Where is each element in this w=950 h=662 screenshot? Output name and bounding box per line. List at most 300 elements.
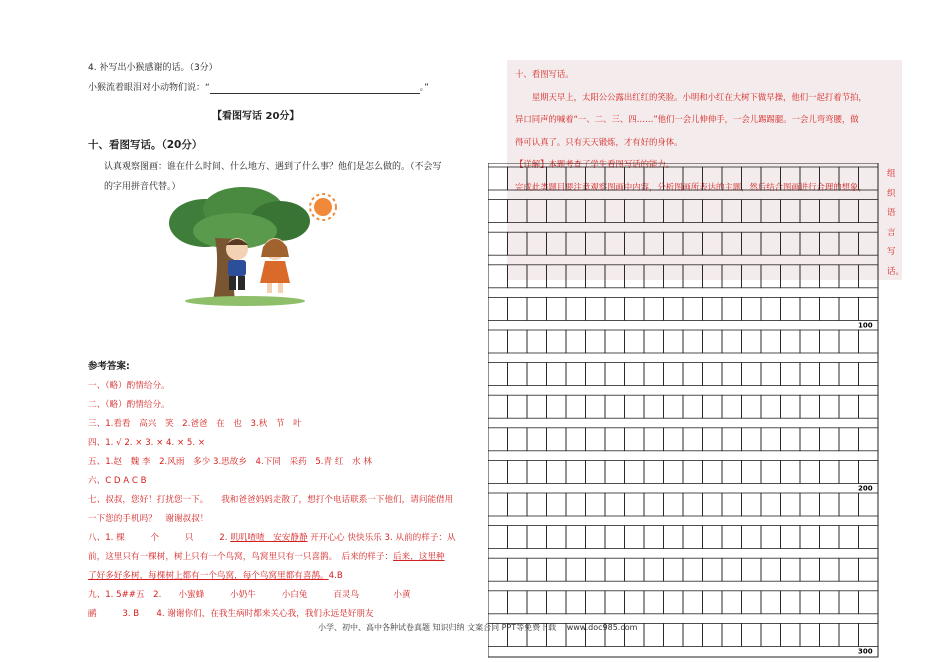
grid-cell: [820, 493, 840, 516]
grid-cell: [800, 623, 820, 646]
grid-cell: [508, 493, 528, 516]
grid-cell: [839, 428, 859, 451]
grid-cell: [547, 428, 567, 451]
answer-line-10-underlined: 后来，这里种: [393, 552, 445, 562]
grid-cell: [508, 167, 528, 190]
grid-cell: [547, 363, 567, 386]
grid-cell: [722, 167, 742, 190]
grid-cell: [761, 395, 781, 418]
grid-cell: [527, 330, 547, 353]
grid-cell: [644, 526, 664, 549]
grid-cell: [859, 265, 879, 288]
grid-cell: [859, 330, 879, 353]
grid-cell: [742, 460, 762, 483]
grid-cell: [664, 265, 684, 288]
grid-cell: [644, 200, 664, 223]
grid-cell: [781, 200, 801, 223]
grid-cell: [566, 591, 586, 614]
grid-cell: [625, 591, 645, 614]
grid-cell: [566, 232, 586, 255]
grid-cell: [644, 330, 664, 353]
grid-cell: [800, 200, 820, 223]
grid-cell: [566, 330, 586, 353]
grid-cell: [605, 200, 625, 223]
grid-cell: [839, 526, 859, 549]
grid-cell: [859, 428, 879, 451]
grid-cell: [683, 330, 703, 353]
grid-cell: [683, 232, 703, 255]
grid-cell: [644, 460, 664, 483]
grid-cell: [820, 428, 840, 451]
grid-cell: [605, 493, 625, 516]
answer-line-10a: 前，这里只有一棵树，树上只有一个鸟窝，鸟窝里只有一只喜鹊。 后来的样子：: [88, 552, 394, 562]
grid-cell: [488, 591, 508, 614]
grid-cell: [683, 200, 703, 223]
grid-cell: [781, 167, 801, 190]
grid-cell: [527, 297, 547, 320]
grid-cell: [703, 265, 723, 288]
grid-cell: [508, 200, 528, 223]
grid-cell: [703, 395, 723, 418]
grid-cell: [742, 265, 762, 288]
grid-cell: [800, 330, 820, 353]
grid-cell: [742, 232, 762, 255]
grid-cell: [781, 297, 801, 320]
grid-cell: [703, 167, 723, 190]
grid-cell: [488, 493, 508, 516]
grid-cell: [742, 395, 762, 418]
answer-line-9-underlined: 叽叽喳喳 安安静静: [230, 533, 308, 543]
grid-cell: [800, 526, 820, 549]
grid-cell: [703, 623, 723, 646]
grid-cell: [547, 265, 567, 288]
grid-cell: [683, 558, 703, 581]
grid-cell: [547, 460, 567, 483]
grid-cell: [488, 526, 508, 549]
grid-cell: [586, 395, 606, 418]
grid-cell: [761, 200, 781, 223]
grid-cell: [839, 200, 859, 223]
grid-cell: [527, 428, 547, 451]
grid-cell: [683, 363, 703, 386]
grid-cell: [644, 428, 664, 451]
grid-row: [488, 395, 878, 418]
answer-line-9a: 八、1. 棵 个 只 2.: [88, 533, 231, 543]
grid-cell: [820, 265, 840, 288]
grid-cell: [547, 591, 567, 614]
grid-cell: [722, 232, 742, 255]
answer-line-1: 一、（略）酌情给分。: [88, 381, 170, 391]
grid-row: [488, 428, 878, 451]
grid-cell: [683, 167, 703, 190]
grid-cell: [742, 363, 762, 386]
grid-cell: [781, 232, 801, 255]
grid-cell: [488, 297, 508, 320]
grid-cell: [742, 297, 762, 320]
grid-cell: [566, 297, 586, 320]
grid-cell: [605, 297, 625, 320]
grid-cell: [839, 493, 859, 516]
grid-cell: [508, 265, 528, 288]
grid-cell: [547, 526, 567, 549]
grid-cell: [644, 558, 664, 581]
grid-cell: [547, 558, 567, 581]
grid-cell: [820, 558, 840, 581]
grid-cell: [625, 330, 645, 353]
grid-cell: [800, 297, 820, 320]
grid-cell: [527, 493, 547, 516]
grid-cell: [605, 265, 625, 288]
grid-cell: [859, 232, 879, 255]
grid-cell: [644, 297, 664, 320]
grid-cell: [508, 395, 528, 418]
grid-cell: [527, 167, 547, 190]
grid-cell: [703, 232, 723, 255]
grid-cell: [586, 200, 606, 223]
grid-cell: [722, 493, 742, 516]
sample-answer-p5: 完成此类题目要注意观察图画中内容，分析图画所表达的主题，然后结合图画进行合理的想象，: [515, 181, 867, 192]
grid-cell: [547, 200, 567, 223]
grid-cell: [859, 167, 879, 190]
grid-count-mark: 300: [858, 647, 873, 656]
grid-cell: [820, 330, 840, 353]
grid-cell: [742, 428, 762, 451]
grid-cell: [566, 558, 586, 581]
grid-cell: [820, 232, 840, 255]
grid-cell: [644, 167, 664, 190]
grid-cell: [547, 297, 567, 320]
grid-cell: [761, 460, 781, 483]
answer-line-13: 鹂 3. B 4. 谢谢你们，在我生病时都来关心我，我们永远是好朋友: [88, 609, 374, 619]
grid-cell: [625, 428, 645, 451]
grid-cell: [781, 265, 801, 288]
grid-cell: [625, 167, 645, 190]
grid-cell: [859, 395, 879, 418]
grid-cell: [664, 167, 684, 190]
grid-cell: [527, 363, 547, 386]
grid-cell: [722, 200, 742, 223]
grid-cell: [800, 591, 820, 614]
grid-cell: [566, 526, 586, 549]
grid-cell: [800, 428, 820, 451]
grid-cell: [703, 493, 723, 516]
grid-row: [488, 330, 878, 353]
grid-cell: [586, 428, 606, 451]
grid-cell: [742, 526, 762, 549]
grid-cell: [547, 232, 567, 255]
grid-cell: [859, 200, 879, 223]
grid-cell: [761, 167, 781, 190]
grid-cell: [859, 591, 879, 614]
grid-cell: [703, 330, 723, 353]
grid-cell: [722, 623, 742, 646]
grid-cell: [703, 363, 723, 386]
grid-cell: [508, 330, 528, 353]
grid-cell: [488, 330, 508, 353]
grid-cell: [527, 232, 547, 255]
question-10-title: 十、看图写话。（20分）: [88, 139, 203, 151]
grid-cell: [625, 363, 645, 386]
grid-cell: [839, 395, 859, 418]
grid-cell: [683, 493, 703, 516]
grid-cell: [683, 460, 703, 483]
grid-cell: [644, 232, 664, 255]
answer-line-9: [88, 529, 468, 548]
grid-cell: [820, 395, 840, 418]
grid-cell: [781, 526, 801, 549]
grid-cell: [703, 297, 723, 320]
grid-cell: [761, 526, 781, 549]
grid-cell: [566, 460, 586, 483]
grid-cell: [488, 167, 508, 190]
grid-cell: [527, 526, 547, 549]
grid-cell: [586, 167, 606, 190]
grid-cell: [664, 330, 684, 353]
grid-cell: [605, 526, 625, 549]
grid-cell: [781, 623, 801, 646]
answer-list: [88, 377, 468, 624]
grid-cell: [859, 363, 879, 386]
grid-cell: [703, 200, 723, 223]
grid-cell: [625, 460, 645, 483]
grid-cell: [488, 428, 508, 451]
grid-cell: [566, 200, 586, 223]
answer-line-2: 二、（略）酌情给分。: [88, 400, 170, 410]
grid-cell: [800, 558, 820, 581]
grid-cell: [488, 558, 508, 581]
grid-cell: [586, 363, 606, 386]
grid-count-mark: 200: [858, 484, 873, 493]
grid-cell: [683, 395, 703, 418]
grid-cell: [586, 526, 606, 549]
grid-cell: [839, 330, 859, 353]
grid-cell: [820, 363, 840, 386]
answers-title: 参考答案:: [88, 361, 130, 372]
grid-cell: [644, 623, 664, 646]
grid-cell: [683, 591, 703, 614]
grid-cell: [664, 526, 684, 549]
grid-cell: [508, 363, 528, 386]
grid-cell: [839, 623, 859, 646]
grid-cell: [508, 232, 528, 255]
grid-cell: [820, 526, 840, 549]
grid-cell: [625, 297, 645, 320]
grid-cell: [586, 265, 606, 288]
grid-cell: [527, 460, 547, 483]
grid-cell: [664, 395, 684, 418]
grid-cell: [781, 558, 801, 581]
grid-row: [488, 558, 878, 581]
grid-cell: [547, 167, 567, 190]
grid-cell: [742, 623, 762, 646]
grid-cell: [527, 395, 547, 418]
grid-cell: [800, 167, 820, 190]
grid-cell: [625, 200, 645, 223]
grid-cell: [566, 167, 586, 190]
answer-line-11-underlined: 了好多好多树，每棵树上都有一个鸟窝，每个鸟窝里都有喜鹊。: [88, 571, 329, 581]
grid-cell: [761, 297, 781, 320]
grid-cell: [839, 297, 859, 320]
grid-cell: [488, 265, 508, 288]
sample-answer-p1: 星期天早上，太阳公公露出红红的笑脸。小明和小红在大树下做早操，他们一起打着节拍，: [515, 91, 867, 102]
grid-cell: [781, 493, 801, 516]
grid-cell: [488, 200, 508, 223]
grid-cell: [800, 395, 820, 418]
grid-cell: [586, 558, 606, 581]
grid-cell: [625, 395, 645, 418]
grid-cell: [859, 558, 879, 581]
grid-cell: [800, 265, 820, 288]
question-4-title: 4. 补写出小猴感谢的话。（3分）: [88, 63, 218, 73]
grid-cell: [800, 232, 820, 255]
grid-cell: [508, 591, 528, 614]
grid-cell: [800, 460, 820, 483]
grid-cell: [625, 493, 645, 516]
grid-cell: [586, 330, 606, 353]
grid-cell: [761, 265, 781, 288]
grid-cell: [605, 232, 625, 255]
grid-cell: [586, 493, 606, 516]
grid-cell: [605, 460, 625, 483]
grid-cell: [703, 460, 723, 483]
grid-cell: [742, 330, 762, 353]
grid-cell: [605, 330, 625, 353]
grid-cell: [664, 591, 684, 614]
grid-cell: [664, 460, 684, 483]
grid-cell: [742, 558, 762, 581]
grid-cell: [703, 558, 723, 581]
grid-cell: [820, 167, 840, 190]
grid-cell: [859, 460, 879, 483]
grid-cell: [761, 591, 781, 614]
grid-cell: [722, 591, 742, 614]
grid-cell: [859, 623, 879, 646]
answer-line-9b: 开开心心 快快乐乐 3. 从前的样子：从: [307, 533, 456, 543]
grid-cell: [683, 623, 703, 646]
grid-cell: [664, 297, 684, 320]
grid-row: [488, 591, 878, 614]
grid-cell: [605, 363, 625, 386]
grid-row: [488, 526, 878, 549]
grid-cell: [761, 558, 781, 581]
grid-cell: [839, 591, 859, 614]
grid-row: [488, 493, 878, 516]
grid-cell: [703, 526, 723, 549]
grid-row: [488, 363, 878, 386]
grid-cell: [508, 428, 528, 451]
grid-cell: [742, 200, 762, 223]
grid-row: [488, 232, 878, 255]
grid-cell: [605, 167, 625, 190]
sample-answer-p3: 得可认真了。只有天天锻炼，才有好的身体。: [515, 136, 683, 147]
grid-cell: [664, 558, 684, 581]
grid-cell: [742, 493, 762, 516]
grid-cell: [761, 493, 781, 516]
grid-cell: [508, 558, 528, 581]
grid-cell: [547, 493, 567, 516]
grid-cell: [820, 460, 840, 483]
grid-cell: [859, 297, 879, 320]
grid-cell: [508, 297, 528, 320]
grid-cell: [625, 232, 645, 255]
grid-row: [488, 297, 878, 320]
grid-cell: [605, 591, 625, 614]
grid-cell: [703, 428, 723, 451]
grid-cell: [761, 623, 781, 646]
grid-cell: [722, 460, 742, 483]
vertical-answer-text: 组织语言写话。: [887, 169, 905, 277]
grid-count-mark: 100: [858, 321, 873, 330]
grid-cell: [781, 460, 801, 483]
grid-cell: [781, 428, 801, 451]
grid-cell: [800, 363, 820, 386]
answer-line-6: 六、C D A C B: [88, 476, 147, 486]
answer-line-3: 三、1.看看 高兴 笑 2.爸爸 在 也 3.秋 节 叶: [88, 419, 302, 429]
grid-cell: [508, 460, 528, 483]
grid-cell: [722, 297, 742, 320]
grid-cell: [683, 297, 703, 320]
grid-cell: [586, 232, 606, 255]
grid-cell: [761, 330, 781, 353]
grid-cell: [859, 493, 879, 516]
question-10-instruction: 认真观察图画：谁在什么时间、什么地方、遇到了什么事？他们是怎么做的。（不会写的字用拼音代替。）: [104, 162, 442, 192]
grid-cell: [547, 395, 567, 418]
kids-under-tree-illustration: [165, 183, 375, 308]
grid-cell: [683, 265, 703, 288]
grid-cell: [625, 265, 645, 288]
grid-cell: [664, 232, 684, 255]
grid-cell: [664, 200, 684, 223]
grid-cell: [508, 526, 528, 549]
answer-line-11: [88, 567, 468, 586]
grid-cell: [781, 363, 801, 386]
grid-cell: [644, 363, 664, 386]
section-title: 【看图写话 20分】: [212, 111, 300, 122]
grid-row: [488, 265, 878, 288]
grid-row: [488, 167, 878, 190]
answer-line-10: [88, 548, 468, 567]
grid-cell: [547, 330, 567, 353]
answer-line-5: 五、1.赵 魏 李 2.风雨 多少 3.思故乡 4.下同 采药 5.青 红 水 林: [88, 457, 372, 467]
grid-cell: [488, 460, 508, 483]
grid-cell: [820, 623, 840, 646]
grid-cell: [761, 428, 781, 451]
grid-cell: [761, 232, 781, 255]
grid-cell: [488, 232, 508, 255]
grid-cell: [605, 395, 625, 418]
grid-cell: [605, 558, 625, 581]
grid-cell: [722, 526, 742, 549]
question-4-prompt: [88, 82, 429, 94]
grid-cell: [781, 330, 801, 353]
grid-cell: [664, 428, 684, 451]
grid-row: [488, 200, 878, 223]
grid-cell: [566, 265, 586, 288]
grid-cell: [839, 460, 859, 483]
grid-cell: [839, 167, 859, 190]
grid-cell: [722, 395, 742, 418]
grid-cell: [839, 232, 859, 255]
grid-cell: [664, 363, 684, 386]
grid-cell: [683, 526, 703, 549]
grid-cell: [820, 200, 840, 223]
answer-line-11b: 4.B: [328, 571, 343, 581]
question-4-prompt-end: 。”: [419, 83, 429, 93]
answer-line-7: 七、叔叔，您好！打扰您一下。 我和爸爸妈妈走散了，想打个电话联系一下他们，请问能借用: [88, 495, 454, 505]
grid-cell: [820, 591, 840, 614]
answer-line-4: 四、1. √ 2. × 3. × 4. × 5. ×: [88, 438, 206, 448]
grid-cell: [664, 493, 684, 516]
